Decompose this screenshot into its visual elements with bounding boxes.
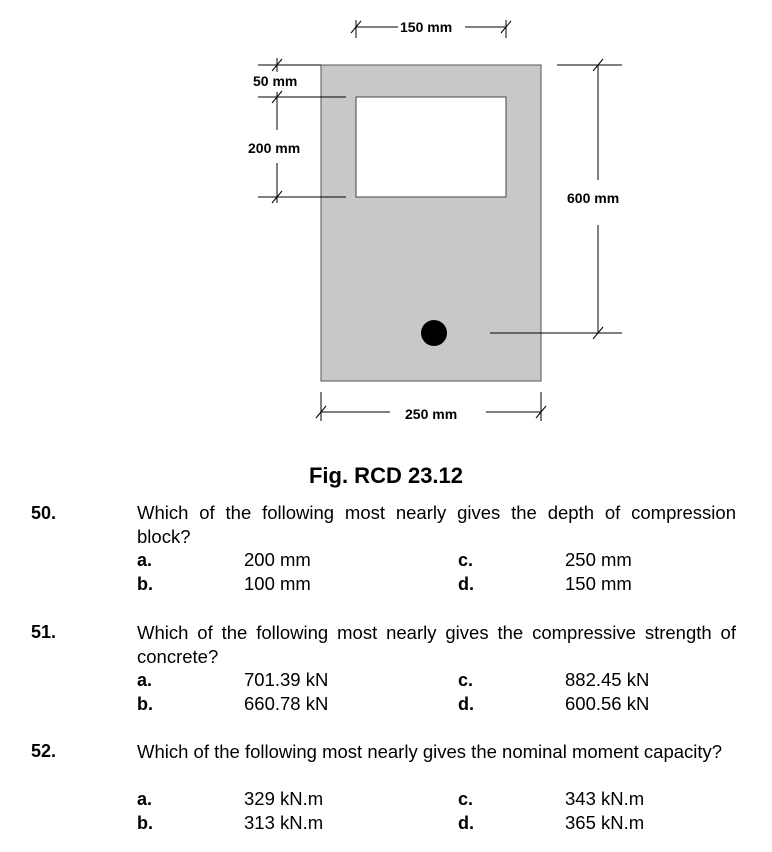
option-c-value: 343 kN.m — [565, 788, 645, 809]
option-a-letter: a. — [137, 670, 153, 690]
option-d-letter: d. — [458, 813, 474, 833]
rebar-icon — [421, 320, 447, 346]
option-d-letter: d. — [458, 574, 474, 594]
option-d-value: 600.56 kN — [565, 693, 650, 714]
option-b-letter: b. — [137, 813, 153, 833]
option-b-letter: b. — [137, 694, 153, 714]
dim-label-top: 150 mm — [400, 19, 453, 35]
question-number: 51. — [31, 622, 57, 642]
option-c-letter: c. — [458, 789, 474, 809]
dim-label-right: 600 mm — [567, 190, 620, 206]
option-a-value: 329 kN.m — [244, 788, 324, 809]
option-a-letter: a. — [137, 789, 153, 809]
option-a-value: 200 mm — [244, 549, 311, 570]
question-number: 52. — [31, 741, 57, 761]
option-d-value: 150 mm — [565, 573, 632, 594]
question-text: Which of the following most nearly gives the depth of compression block? — [137, 502, 736, 547]
option-a-letter: a. — [137, 550, 153, 570]
option-b-value: 100 mm — [244, 573, 311, 594]
option-d-value: 365 kN.m — [565, 812, 645, 833]
option-c-value: 882.45 kN — [565, 669, 650, 690]
dim-label-left-top: 50 mm — [253, 73, 298, 89]
dim-label-left-mid: 200 mm — [248, 140, 301, 156]
option-b-value: 313 kN.m — [244, 812, 324, 833]
option-b-letter: b. — [137, 574, 153, 594]
question-text: Which of the following most nearly gives the compressive strength of concrete? — [137, 622, 736, 667]
section-opening — [356, 97, 506, 197]
option-c-letter: c. — [458, 550, 474, 570]
option-d-letter: d. — [458, 694, 474, 714]
question-text: Which of the following most nearly gives the nominal moment capacity? — [137, 741, 723, 762]
question-number: 50. — [31, 503, 57, 523]
option-c-value: 250 mm — [565, 549, 632, 570]
dim-label-bottom: 250 mm — [405, 406, 458, 422]
figure-caption: Fig. RCD 23.12 — [308, 463, 464, 488]
option-a-value: 701.39 kN — [244, 669, 329, 690]
option-b-value: 660.78 kN — [244, 693, 329, 714]
option-c-letter: c. — [458, 670, 474, 690]
